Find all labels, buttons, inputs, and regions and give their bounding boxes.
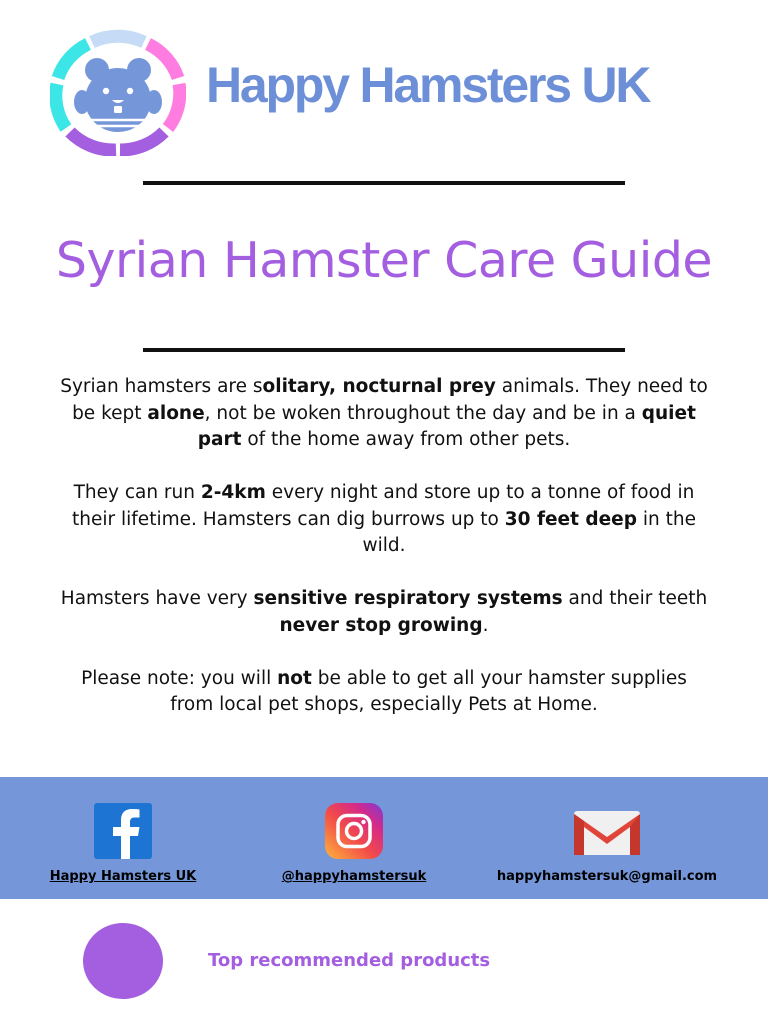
paragraph	[60, 374, 708, 454]
facebook-link[interactable]: Happy Hamsters UK	[49, 869, 197, 884]
bold-text: not	[277, 667, 312, 689]
bold-text: alone	[147, 402, 205, 424]
bold-text: never stop growing	[279, 614, 483, 636]
divider-top	[143, 181, 625, 185]
instagram-link[interactable]: @happyhamstersuk	[281, 869, 427, 884]
text-run: be able to get all your hamster supplies from local pet shops, especially Pets at Home.	[170, 667, 687, 715]
text-run: animals. They need to be kept	[72, 376, 708, 424]
text-run: of the home away from other pets.	[241, 429, 571, 450]
bold-text: sensitive respiratory systems	[253, 588, 563, 609]
text-run: .	[482, 614, 489, 636]
instagram-link-group[interactable]	[234, 803, 474, 884]
instagram-icon[interactable]	[325, 803, 383, 859]
text-run: Please note: you will	[81, 667, 278, 689]
care-guide-text	[60, 374, 708, 745]
social-links-band	[0, 777, 768, 899]
bold-text: 30 feet deep	[504, 508, 637, 530]
header	[0, 0, 768, 175]
bold-text: quiet part	[197, 402, 696, 450]
email-address[interactable]: happyhamstersuk@gmail.com	[496, 869, 718, 884]
facebook-link-group[interactable]	[3, 803, 243, 884]
text-run: in the wild.	[362, 508, 696, 556]
text-run: and their teeth	[562, 588, 708, 609]
brand-name: Happy Hamsters UK	[206, 57, 650, 113]
bold-text: olitary, nocturnal prey	[262, 376, 496, 397]
email-link-group[interactable]	[487, 803, 727, 884]
recommended-products-link[interactable]: Top recommended products	[208, 950, 491, 971]
facebook-icon[interactable]	[94, 803, 152, 859]
paragraph	[60, 480, 708, 560]
gmail-icon[interactable]	[574, 803, 640, 859]
hamster-logo-icon	[50, 28, 186, 156]
paragraph	[60, 666, 708, 719]
text-run: , not be woken throughout the day and be in a	[204, 402, 642, 424]
page-title: Syrian Hamster Care Guide	[55, 232, 713, 289]
text-run: Hamsters have very	[60, 588, 254, 609]
bold-text: 2-4km	[200, 482, 266, 503]
text-run: They can run	[73, 482, 201, 503]
paragraph	[60, 586, 708, 639]
text-run: every night and store up to a tonne of food in their lifetime. Hamsters can dig burrows up to	[72, 482, 695, 530]
purple-circle-bullet	[83, 923, 163, 999]
divider-bottom	[143, 348, 625, 352]
text-run: Syrian hamsters are s	[60, 376, 263, 397]
